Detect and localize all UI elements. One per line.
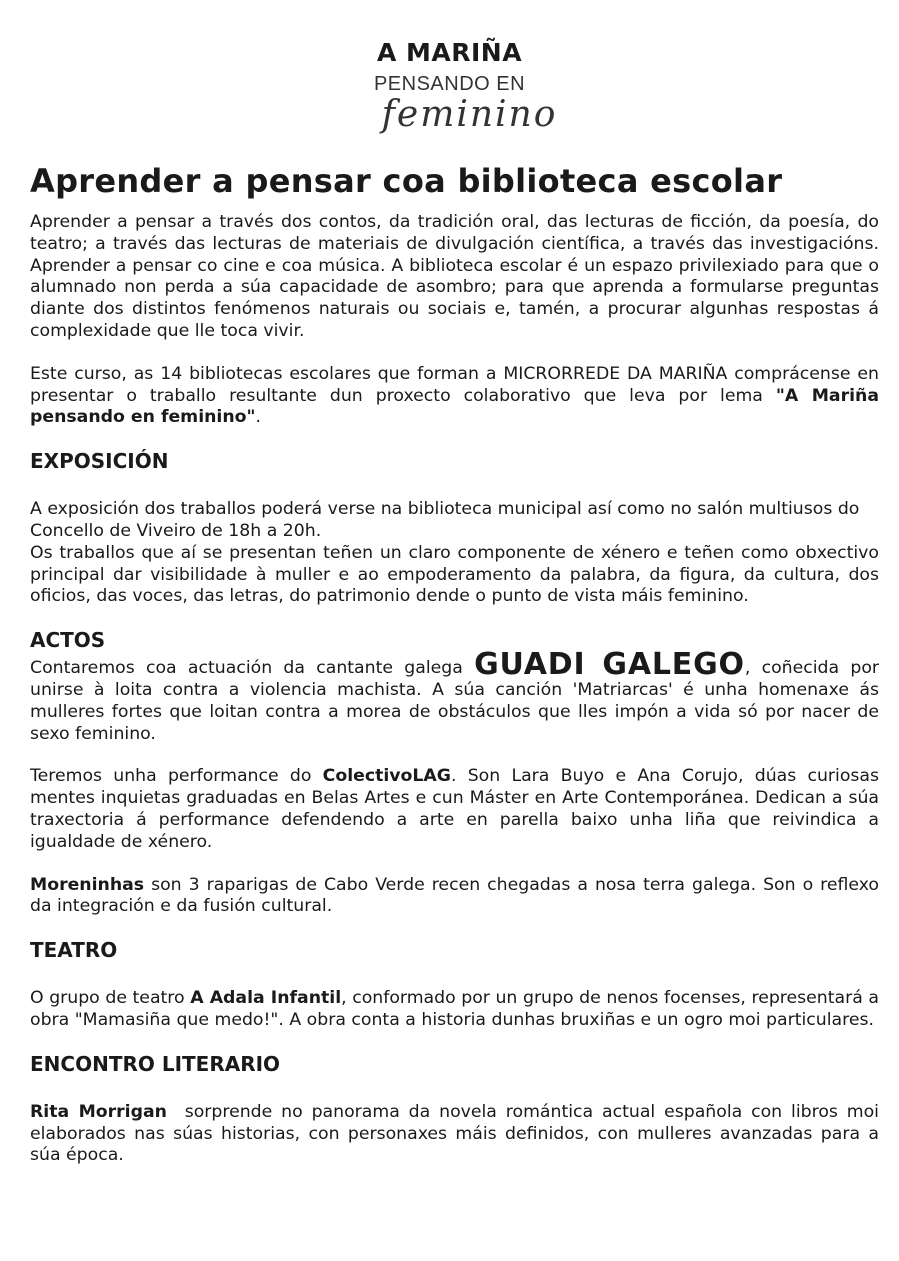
actos-p2-rest: . Son Lara Buyo e Ana Corujo, dúas curiosas mentes inquietas graduadas en Belas Artes e cun Máster en Arte Contemporánea. Dedican a súa traxectoria á performance defendendo a arte en parella baixo unha liña que reivindica a igualdade de xénero.	[30, 766, 880, 852]
exposicion-paragraph-2: Os traballos que aí se presentan teñen un claro componente de xénero e teñen como obxectivo principal dar visibilidade à muller e ao empoderamento da palabra, da figura, da cultura, dos oficios, das voces, das letras, do patrimonio dende o punto de vista máis feminino.	[30, 542, 879, 607]
actos-p1-text: Contaremos coa actuación da cantante galega	[30, 658, 475, 679]
actos-paragraph-3	[30, 875, 879, 919]
document-body	[30, 162, 885, 1167]
artist-name: GUADI GALEGO	[474, 647, 745, 683]
intro-p2-text: Este curso, as 14 bibliotecas escolares que forman a MICRORREDE DA MARIÑA comprácense en presentar o traballo resultante dun proxecto colaborativo que leva por lema	[30, 363, 879, 406]
logo-title: A MARIÑA	[376, 38, 523, 67]
actos-paragraph-1	[30, 647, 879, 745]
heading-actos: ACTOS	[30, 628, 106, 653]
teatro-p1-rest: , conformado por un grupo de nenos focenses, representará a obra "Mamasiña que medo!". A obra conta a historia dunhas bruxiñas e un ogro moi particulares.	[30, 988, 879, 1030]
logo-script: feminino	[381, 94, 558, 135]
group-name: Moreninhas	[30, 874, 145, 895]
project-motto: "A Mariña pensando en feminino"	[30, 385, 879, 428]
actos-p3-rest: son 3 raparigas de Cabo Verde recen chegadas a nosa terra galega. Son o reflexo da integración e da fusión cultural.	[30, 874, 879, 917]
actos-p2-text: Teremos unha performance do	[30, 766, 323, 787]
collective-name: ColectivoLAG	[322, 766, 451, 787]
logo	[0, 38, 899, 135]
heading-exposicion: EXPOSICIÓN	[30, 449, 169, 474]
theatre-group-name: A Adala Infantil	[190, 988, 342, 1009]
actos-paragraph-2	[30, 766, 879, 853]
author-name: Rita Morrigan	[30, 1101, 167, 1122]
page-title: Aprender a pensar coa biblioteca escolar	[30, 162, 783, 200]
intro-paragraph-1: Aprender a pensar a través dos contos, da tradición oral, das lecturas de ficción, da poesía, do teatro; a través das lecturas de materiais de divulgación científica, a través das investigacións. Aprender a pensar co cine e coa música. A biblioteca escolar é un espazo privilexiado para que o alumnado non perda a súa capacidade de asombro; para que aprenda a formularse preguntas diante dos distintos fenómenos naturais ou sociais e, tamén, a procurar algunhas respostas á complexidade que lle toca vivir.	[30, 212, 879, 341]
teatro-paragraph	[30, 988, 879, 1032]
logo-subtitle: PENSANDO EN	[373, 73, 526, 95]
heading-encontro: ENCONTRO LITERARIO	[30, 1051, 281, 1076]
exposicion-paragraph-1: A exposición dos traballos poderá verse na biblioteca municipal así como no salón multiusos do Concello de Viveiro de 18h a 20h.	[30, 499, 860, 541]
teatro-p1-text: O grupo de teatro	[30, 988, 191, 1009]
encontro-paragraph	[30, 1101, 885, 1167]
intro-p2-end: .	[255, 407, 262, 428]
intro-paragraph-2	[30, 364, 879, 429]
encontro-p1-rest: sorprende no panorama da novela romántica actual española con libros moi elaborados nas súas historias, con personaxes máis definidos, con mulleres avanzadas para a súa época.	[30, 1101, 885, 1166]
actos-p1-rest: , coñecida por unirse à loita contra a violencia machista. A súa canción 'Matriarcas' é unha homenaxe ás mulleres fortes que loitan contra a morea de obstáculos que lles impón a vida só por nacer de sexo feminino.	[30, 658, 879, 744]
heading-teatro: TEATRO	[30, 938, 118, 963]
